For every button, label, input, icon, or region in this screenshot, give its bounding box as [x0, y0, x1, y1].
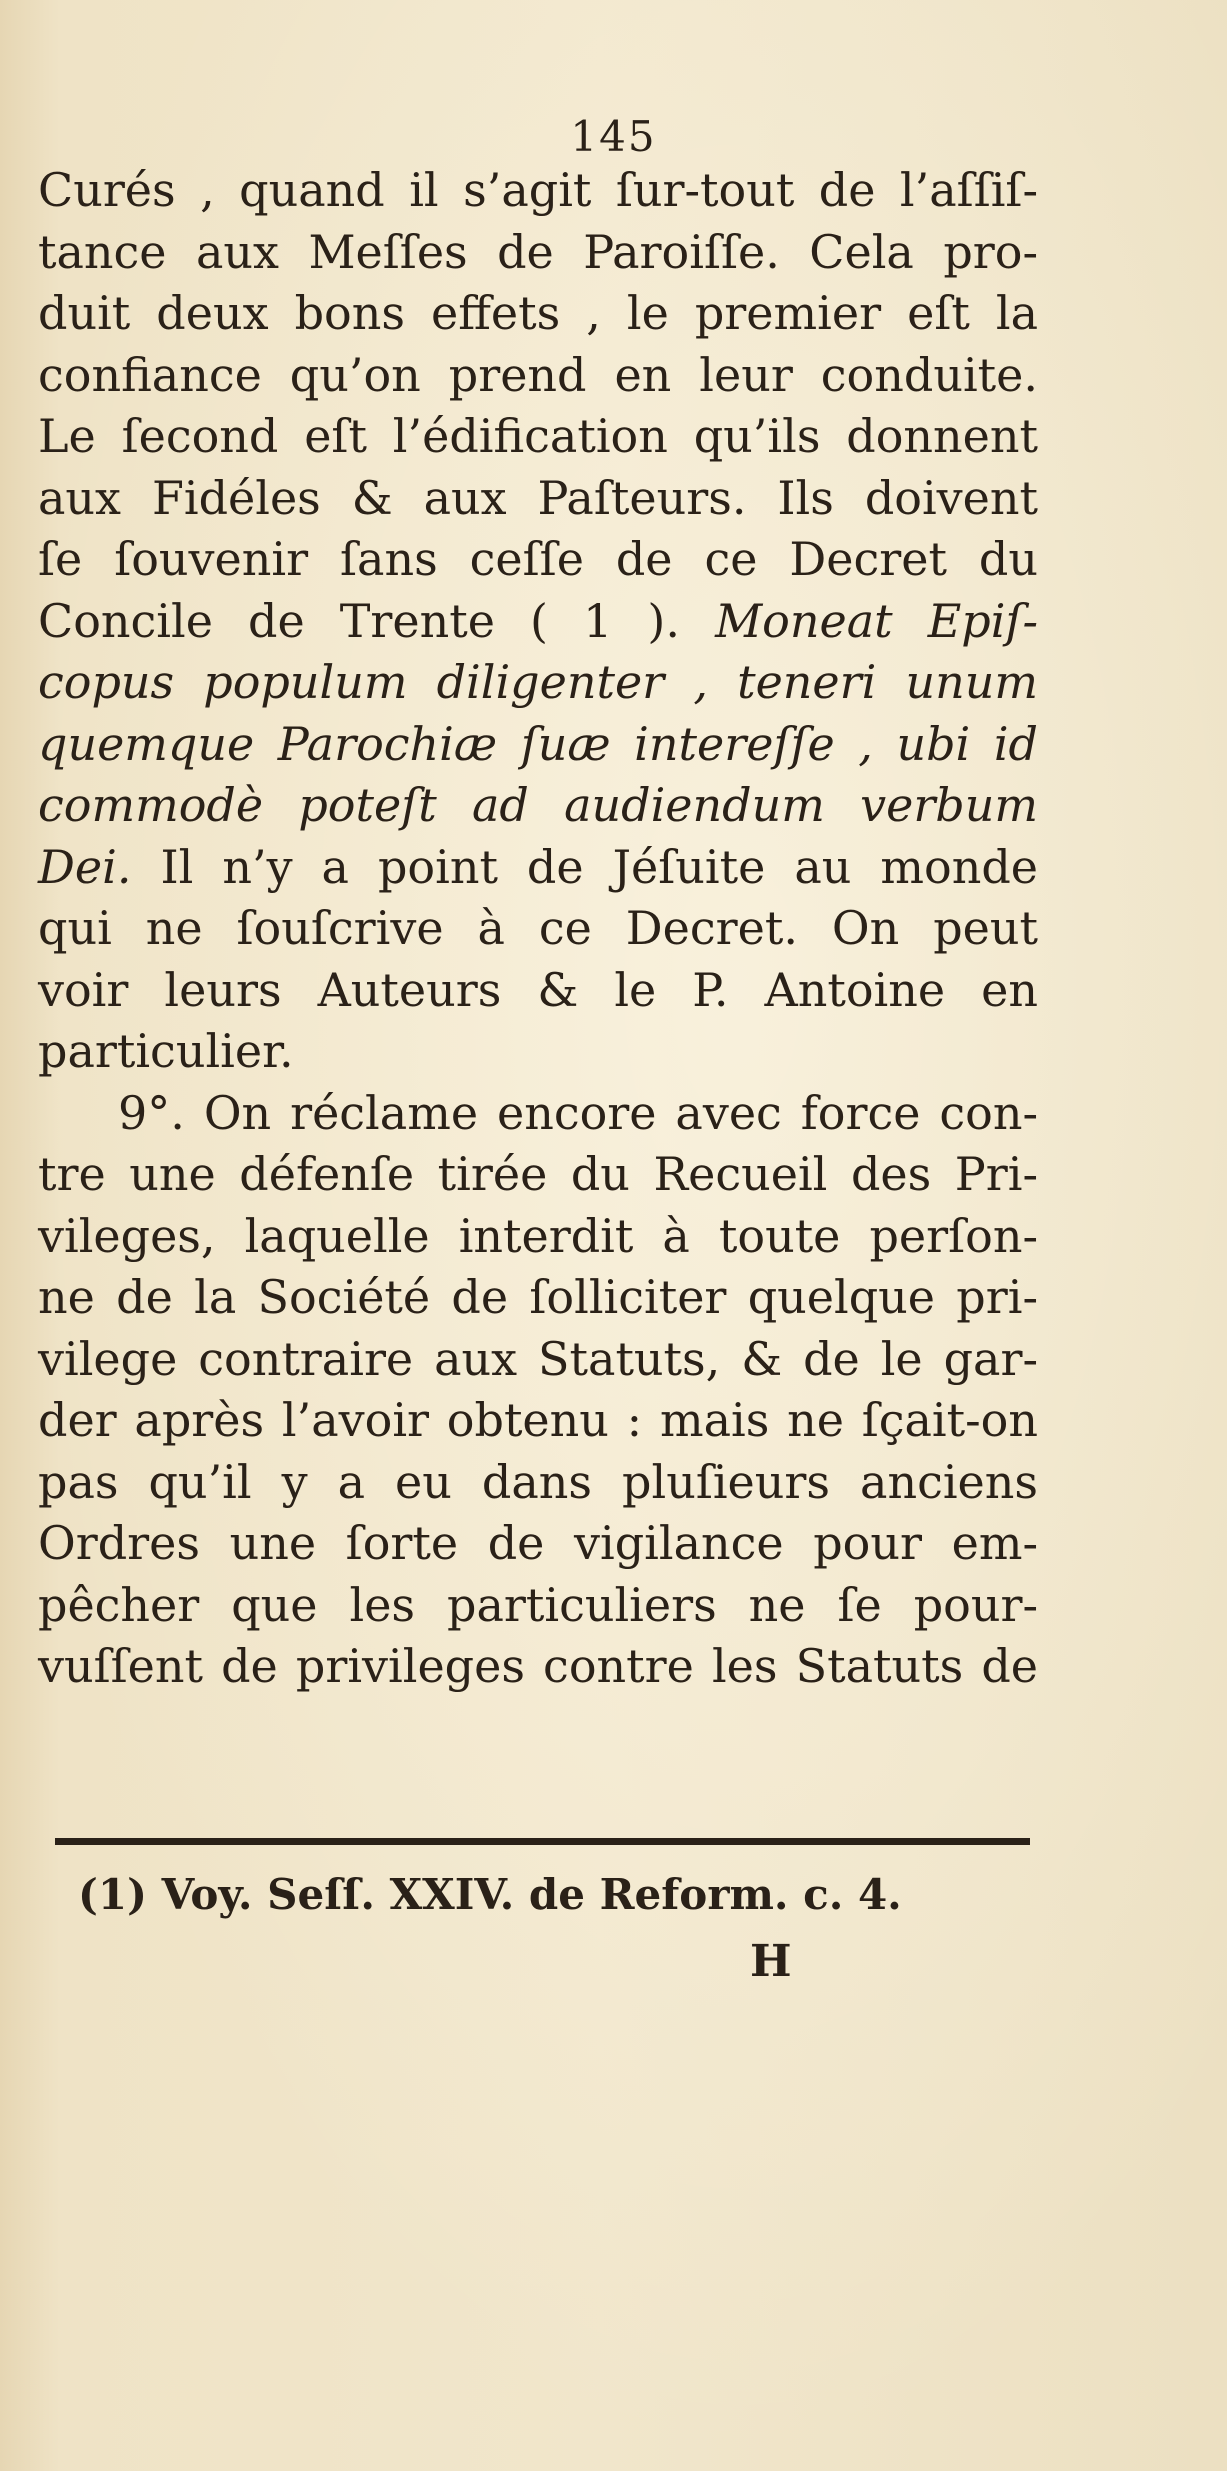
- footnote: (1) Voy. Seſſ. XXIV. de Reform. c. 4.: [78, 1870, 902, 1919]
- body-text: [38, 160, 1038, 1698]
- text-italic: Dei.: [38, 839, 132, 894]
- text-line: vuſſent de privileges contre les Statuts de: [38, 1639, 1038, 1693]
- footnote-rule: [55, 1838, 1030, 1845]
- text-line: der après l’avoir obtenu : mais ne ſçait-on: [38, 1393, 1038, 1447]
- text-line: ne de la Société de ſolliciter quelque pri-: [38, 1270, 1038, 1324]
- text-line: pas qu’il y a eu dans pluſieurs anciens: [38, 1454, 1038, 1509]
- text-line: confiance qu’on prend en leur conduite.: [38, 347, 1038, 402]
- signature-mark: H: [750, 1936, 792, 1987]
- text-line: ſe ſouvenir ſans ceſſe de ce Decret du: [38, 532, 1038, 586]
- text-line: tre une défenſe tirée du Recueil des Pri-: [38, 1147, 1038, 1201]
- text-line-italic: quemque Parochiæ ſuæ intereſſe , ubi id: [38, 716, 1038, 771]
- text-line: Le ſecond eſt l’édification qu’ils donnent: [38, 409, 1038, 463]
- text-line: aux Fidéles & aux Paſteurs. Ils doivent: [38, 470, 1038, 525]
- page-number: 145: [570, 112, 657, 161]
- text-line: vileges, laquelle interdit à toute perſon-: [38, 1208, 1038, 1263]
- text-line-italic: copus populum diligenter , teneri unum: [38, 655, 1038, 709]
- text-line: particulier.: [38, 1024, 294, 1078]
- text-line: tance aux Meſſes de Paroiſſe. Cela pro-: [38, 224, 1038, 279]
- text-line: Curés , quand il s’agit ſur-tout de l’aſſiſ-: [38, 163, 1038, 217]
- text-line-mixed: [38, 591, 1038, 653]
- text-line-mixed: [38, 837, 1038, 899]
- text-roman: Il n’y a point de Jéſuite au monde: [160, 839, 1038, 894]
- text-line-italic: commodè poteſt ad audiendum verbum: [38, 778, 1038, 832]
- text-line: pêcher que les particuliers ne ſe pour-: [38, 1577, 1038, 1632]
- text-line: voir leurs Auteurs & le P. Antoine en: [38, 962, 1038, 1017]
- text-roman: Concile de Trente ( 1 ).: [38, 593, 680, 648]
- text-line: qui ne ſouſcrive à ce Decret. On peut: [38, 901, 1038, 955]
- text-line: 9°. On réclame encore avec force con-: [118, 1085, 1038, 1140]
- text-italic: Moneat Epiſ-: [715, 593, 1038, 648]
- text-line: vilege contraire aux Statuts, & de le gar-: [38, 1331, 1038, 1386]
- text-line: duit deux bons effets , le premier eſt la: [38, 286, 1038, 340]
- text-line: Ordres une ſorte de vigilance pour em-: [38, 1516, 1038, 1570]
